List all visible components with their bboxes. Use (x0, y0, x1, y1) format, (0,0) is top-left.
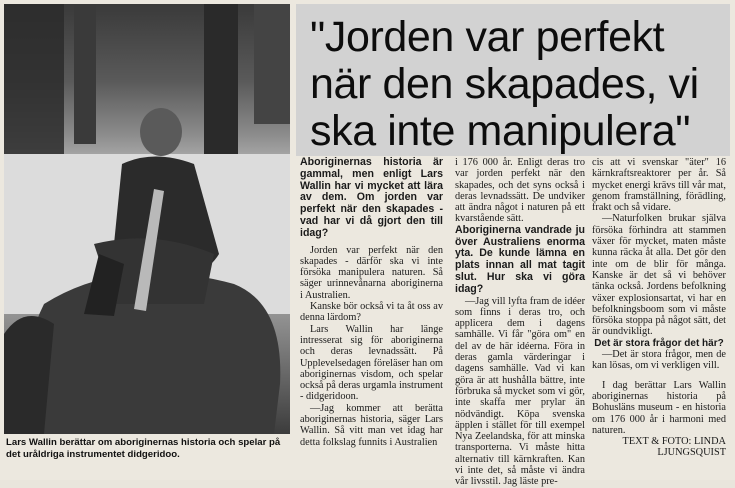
body-paragraph: i 176 000 år. Enligt deras tro var jorden perfekt när den skapades, och det syns också i deras levnadssätt. De undviker att ändra något i naturen på ett kvarstående sätt. (455, 157, 585, 225)
article-column-3 (592, 157, 726, 459)
body-paragraph: cis att vi svenskar "äter" 16 kärnkraftsreaktorer per år. Så mycket energi krävs till vår mat, genom framställning, förädling, frakt och så vidare. (592, 157, 726, 214)
body-paragraph: Kanske bör också vi ta åt oss av denna lärdom? (300, 301, 443, 324)
interview-question: Det är stora frågor det här? (594, 337, 724, 349)
body-paragraph: —Naturfolken brukar själva försöka förhindra att stammen växer för mycket, maten måste kunna räcka åt alla. Det gör den inte om de blir för många. Kanske är det så vi behöver tänka också. Jordens befolkning växer explosionsartat, vi har en befolkningsboom som vi måste försöka stoppa på något sätt, det är oundvikligt. (592, 213, 726, 338)
body-paragraph: Lars Wallin har länge intresserat sig för aboriginerna och deras levnadssätt. På Upplevelsedagen föreläser han om aboriginernas visdom, och spelar också på deras urgamla instrument - didgeridoon. (300, 323, 443, 403)
body-paragraph: Jorden var perfekt när den skapades - därför ska vi inte försöka manipulera naturen. Så säger urinnevånarna aboriginerna i Australien. (300, 244, 443, 301)
headline: "Jorden var perfekt när den skapades, vi ska inte manipulera" (310, 13, 699, 155)
body-paragraph: —Det är stora frågor, men de kan lösas, om vi verkligen vill. (592, 349, 726, 372)
lead-paragraph: Aboriginernas historia är gammal, men enligt Lars Wallin har vi mycket att lära av dem. Om jorden var perfekt när den skapades - vad har vi då gjort den till idag? (300, 156, 443, 239)
body-paragraph: —Jag vill lyfta fram de idéer som finns i deras tro, och applicera dem i dagens samhälle. Vi får "göra om" en del av de här idéerna. Föra in deras gamla värderingar i dagens samhälle. Vad vi kan göra är att hushålla bättre, inte förbruka så mycket som vi gör, inte skaffa mer prylar än nödvändigt. Köpa svenska äpplen i stället för till exempel Nya Zeelandska, för att minska transporterna. Vi måste hitta alternativ till kärnkraften. Kan vi inte det, så måste vi ändra vår livsstil. Jag läste pre- (455, 295, 585, 488)
photo-caption: Lars Wallin berättar om aboriginernas historia och spelar på det uråldriga instrumentet didgeridoo. (6, 437, 281, 460)
headline-box (296, 4, 730, 156)
article-column-1 (300, 157, 443, 448)
byline: TEXT & FOTO: LINDA LJUNGSQUIST (622, 436, 726, 459)
article-photo (4, 4, 290, 434)
body-paragraph: I dag berättar Lars Wallin aboriginernas historia på Bohusläns museum - en historia om 176 000 år i harmoni med naturen. (592, 379, 726, 436)
photo-illustration (4, 4, 290, 434)
interview-question: Aboriginerna vandrade ju över Australiens enorma yta. De kunde lämna en plats innan all mat tagit slut. Hur ska vi göra idag? (455, 223, 585, 295)
article-column-2 (455, 157, 585, 488)
body-paragraph: —Jag kommer att berätta aboriginernas historia, säger Lars Wallin. Så vitt man vet idag har detta folkslag funnits i Australien (300, 402, 443, 448)
